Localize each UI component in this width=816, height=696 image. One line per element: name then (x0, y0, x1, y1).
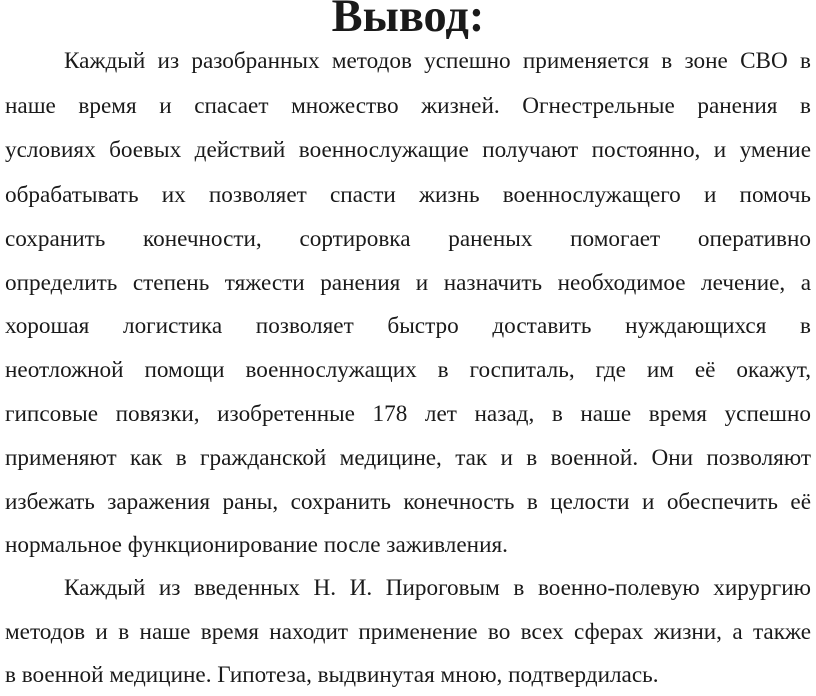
paragraph-line: избежать заражения раны, сохранить конечность в целости и обеспечить её (5, 489, 811, 515)
paragraph-line: применяют как в гражданской медицине, так и в военной. Они позволяют (5, 445, 811, 471)
paragraph-line: Каждый из введенных Н. И. Пироговым в военно-полевую хирургию (64, 575, 811, 601)
paragraph-line: условиях боевых действий военнослужащие получают постоянно, и умение (5, 137, 811, 163)
paragraph-line: определить степень тяжести ранения и назначить необходимое лечение, а (5, 270, 811, 296)
paragraph-line: неотложной помощи военнослужащих в госпиталь, где им её окажут, (5, 357, 811, 383)
paragraph-line: методов и в наше время находит применение во всех сферах жизни, а также (5, 619, 811, 645)
paragraph-line: сохранить конечности, сортировка раненых помогает оперативно (5, 226, 811, 252)
paragraph-line: гипсовые повязки, изобретенные 178 лет назад, в наше время успешно (5, 401, 811, 427)
paragraph-line: хорошая логистика позволяет быстро доставить нуждающихся в (5, 313, 811, 339)
paragraph-line: нормальное функционирование после заживления. (5, 532, 508, 558)
paragraph-line: обрабатывать их позволяет спасти жизнь военнослужащего и помочь (5, 182, 811, 208)
paragraph-line: наше время и спасает множество жизней. Огнестрельные ранения в (5, 93, 811, 119)
document-title: Вывод: (331, 0, 485, 42)
paragraph-line: в военной медицине. Гипотеза, выдвинутая мною, подтвердилась. (5, 662, 659, 688)
paragraph-line: Каждый из разобранных методов успешно применяется в зоне СВО в (64, 48, 811, 74)
